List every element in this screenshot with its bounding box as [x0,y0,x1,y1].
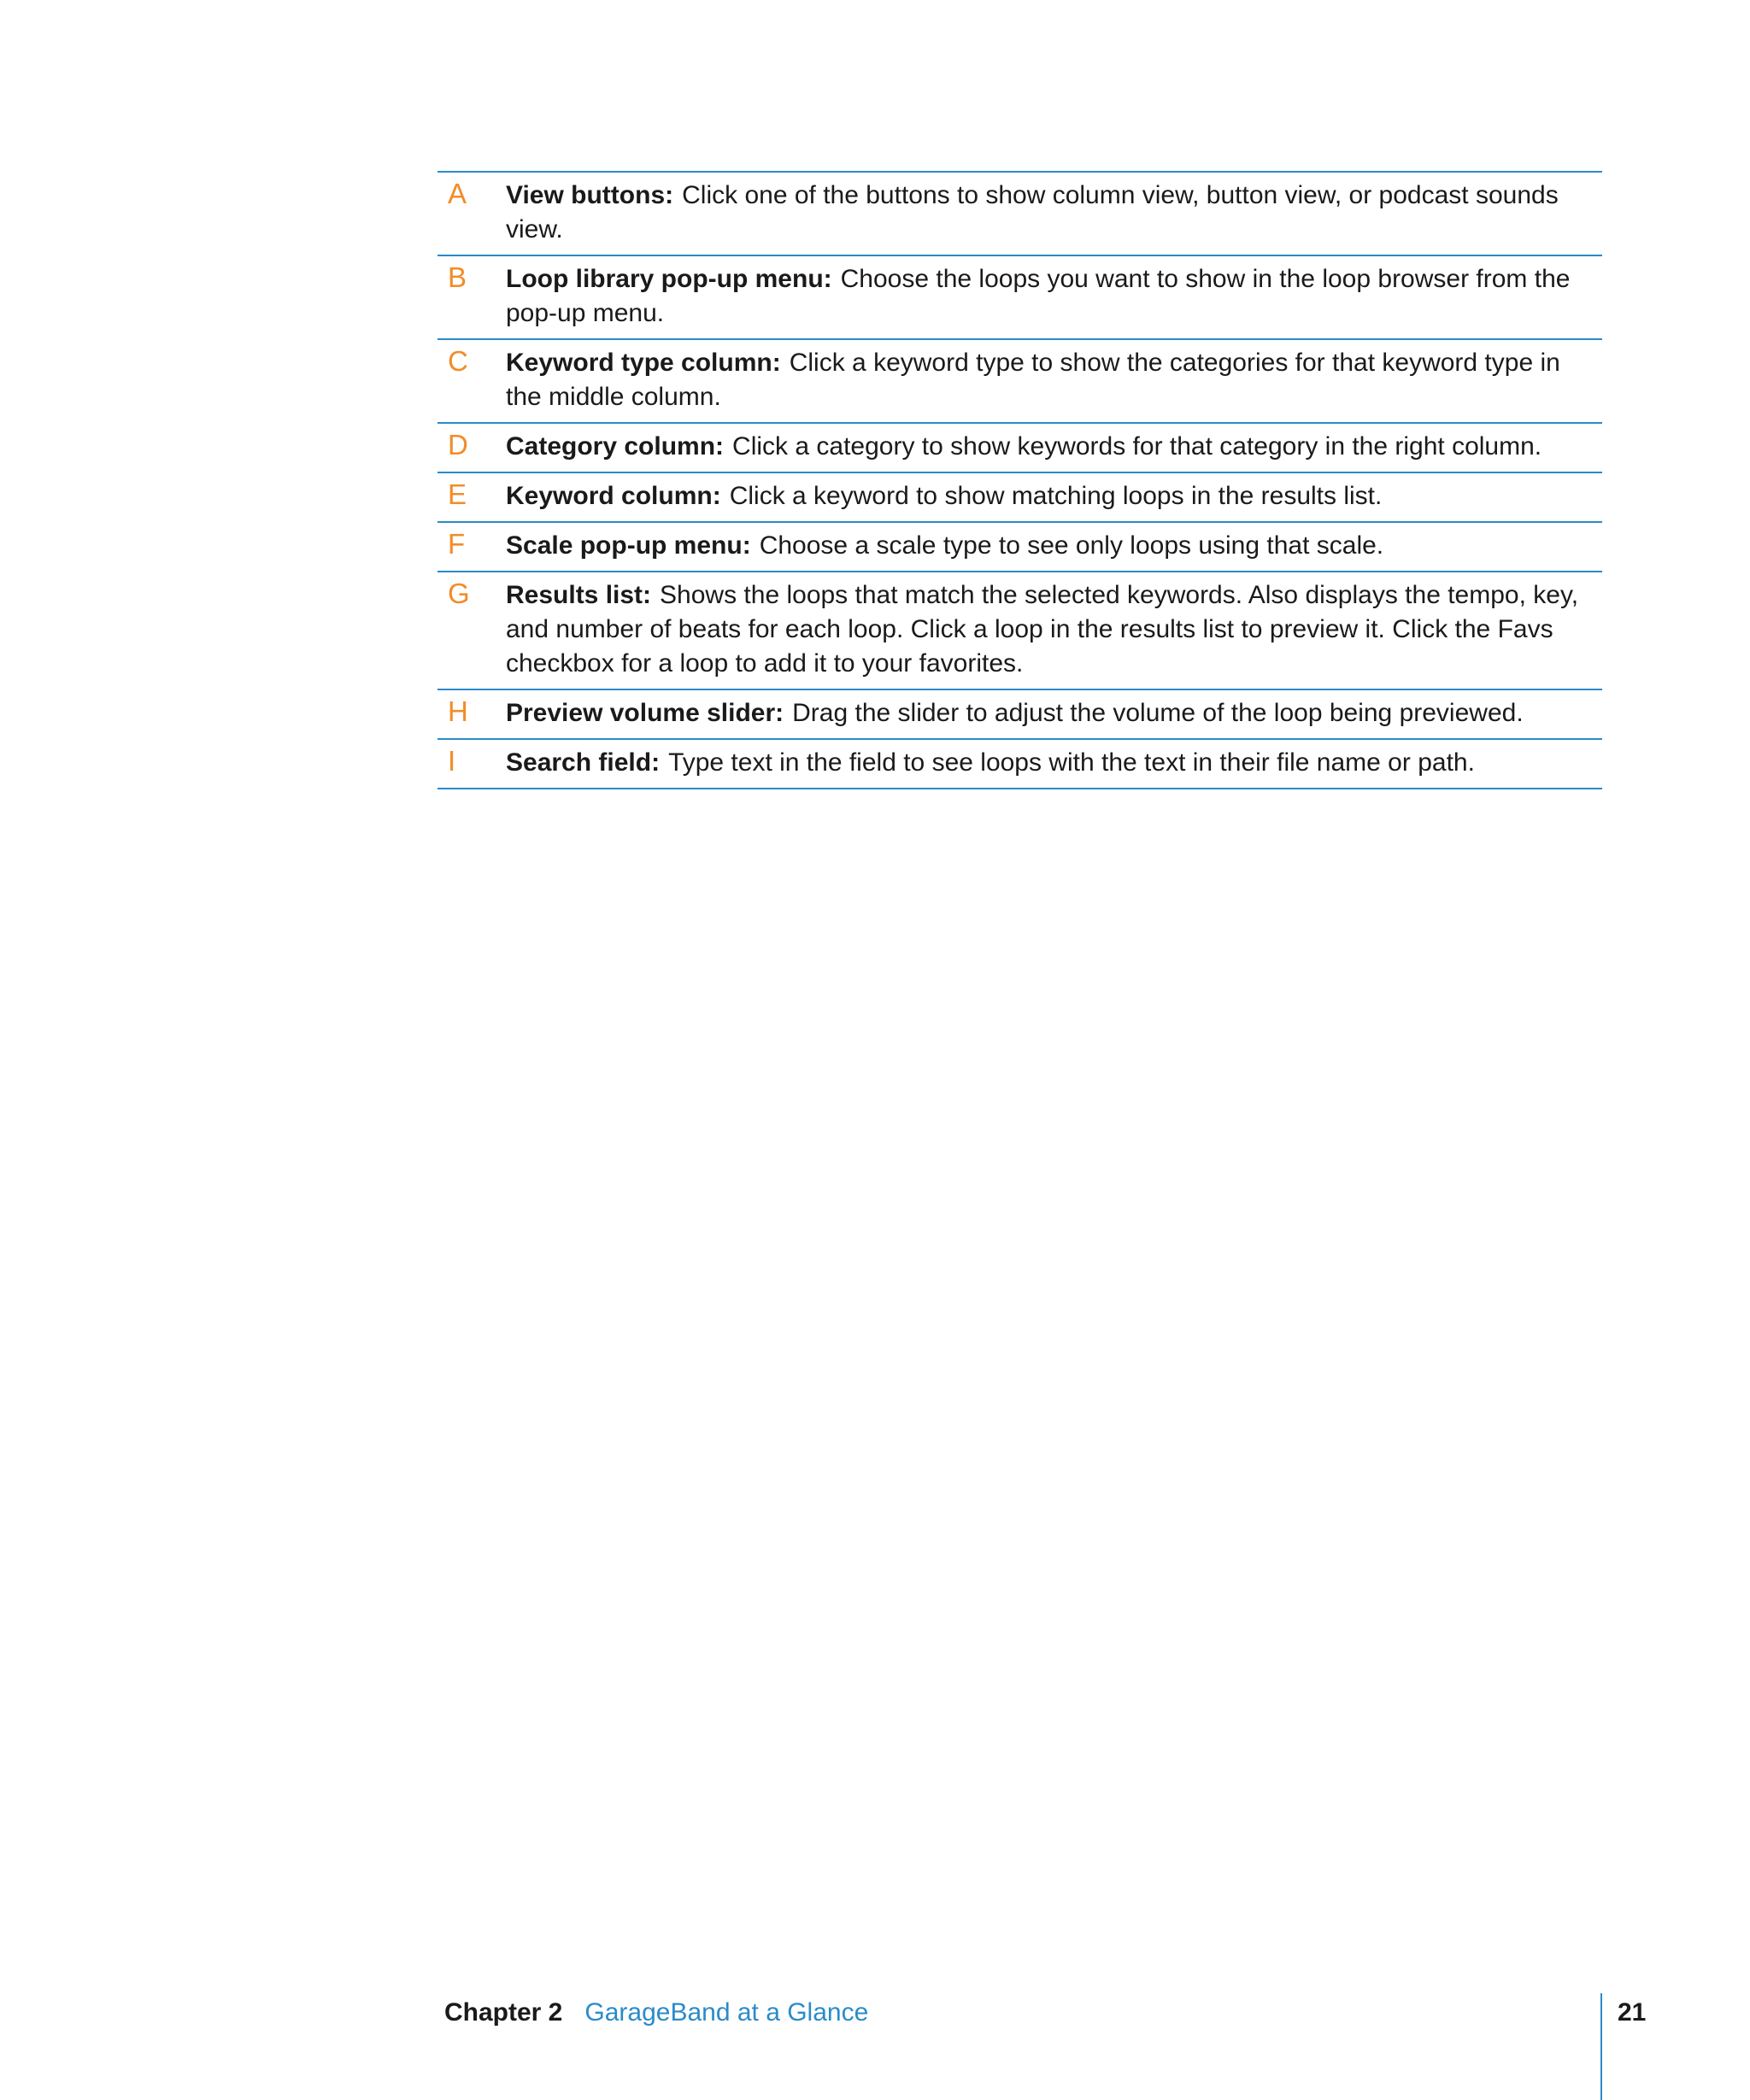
callout-description: Click a keyword to show matching loops in the results list. [729,482,1383,510]
callout-row-h [438,690,1602,740]
callout-text [506,478,1602,513]
callout-description: Click one of the buttons to show column view, button view, or podcast sounds view. [506,181,1559,243]
callout-letter: H [448,695,468,727]
callout-row-b [438,256,1602,340]
footer-chapter-label: Chapter 2 [444,1998,563,2027]
footer-chapter-title-link[interactable]: GarageBand at a Glance [584,1998,869,2027]
callout-row-i [438,740,1602,789]
callout-letter: A [448,178,467,209]
callout-term: Results list: [506,581,652,609]
callout-description: Shows the loops that match the selected keywords. Also displays the tempo, key, and number of beats for each loop. Click a loop in the results list to preview it. Click the Favs checkbox for a loop to add it to your favorites. [506,581,1579,678]
callout-term: Category column: [506,432,725,460]
callout-letter: F [448,528,466,560]
callout-text [506,345,1602,414]
callout-text [506,528,1602,563]
callout-term: Keyword type column: [506,349,781,377]
footer-divider [1600,1993,1602,2100]
callout-text [506,429,1602,464]
callout-row-e [438,473,1602,523]
callout-row-f [438,523,1602,572]
callout-term: Loop library pop-up menu: [506,265,832,293]
callout-letter: D [448,429,468,460]
callout-letter: C [448,345,468,377]
callout-letter: G [448,578,470,609]
callout-term: Preview volume slider: [506,699,784,727]
callout-letter: I [448,745,456,777]
page-number: 21 [1618,1998,1647,2027]
callout-description: Click a category to show keywords for that category in the right column. [732,432,1542,460]
callout-row-a [438,173,1602,256]
callout-row-g [438,572,1602,690]
callout-description: Choose a scale type to see only loops using that scale. [759,531,1384,560]
callout-description: Click a keyword type to show the categories for that keyword type in the middle column. [506,349,1560,411]
callout-table [438,171,1602,789]
callout-text [506,578,1602,681]
callout-description: Choose the loops you want to show in the loop browser from the pop-up menu. [506,265,1571,327]
callout-description: Drag the slider to adjust the volume of the loop being previewed. [792,699,1524,727]
callout-description: Type text in the field to see loops with the text in their file name or path. [668,748,1475,777]
callout-term: Search field: [506,748,661,777]
callout-term: View buttons: [506,181,674,209]
callout-row-d [438,424,1602,473]
callout-letter: E [448,478,467,510]
callout-term: Scale pop-up menu: [506,531,751,560]
callout-text [506,178,1602,247]
page-footer [444,1996,868,2030]
callout-text [506,695,1602,730]
callout-row-c [438,340,1602,424]
callout-term: Keyword column: [506,482,721,510]
callout-text [506,261,1602,331]
callout-text [506,745,1602,780]
callout-letter: B [448,261,467,293]
